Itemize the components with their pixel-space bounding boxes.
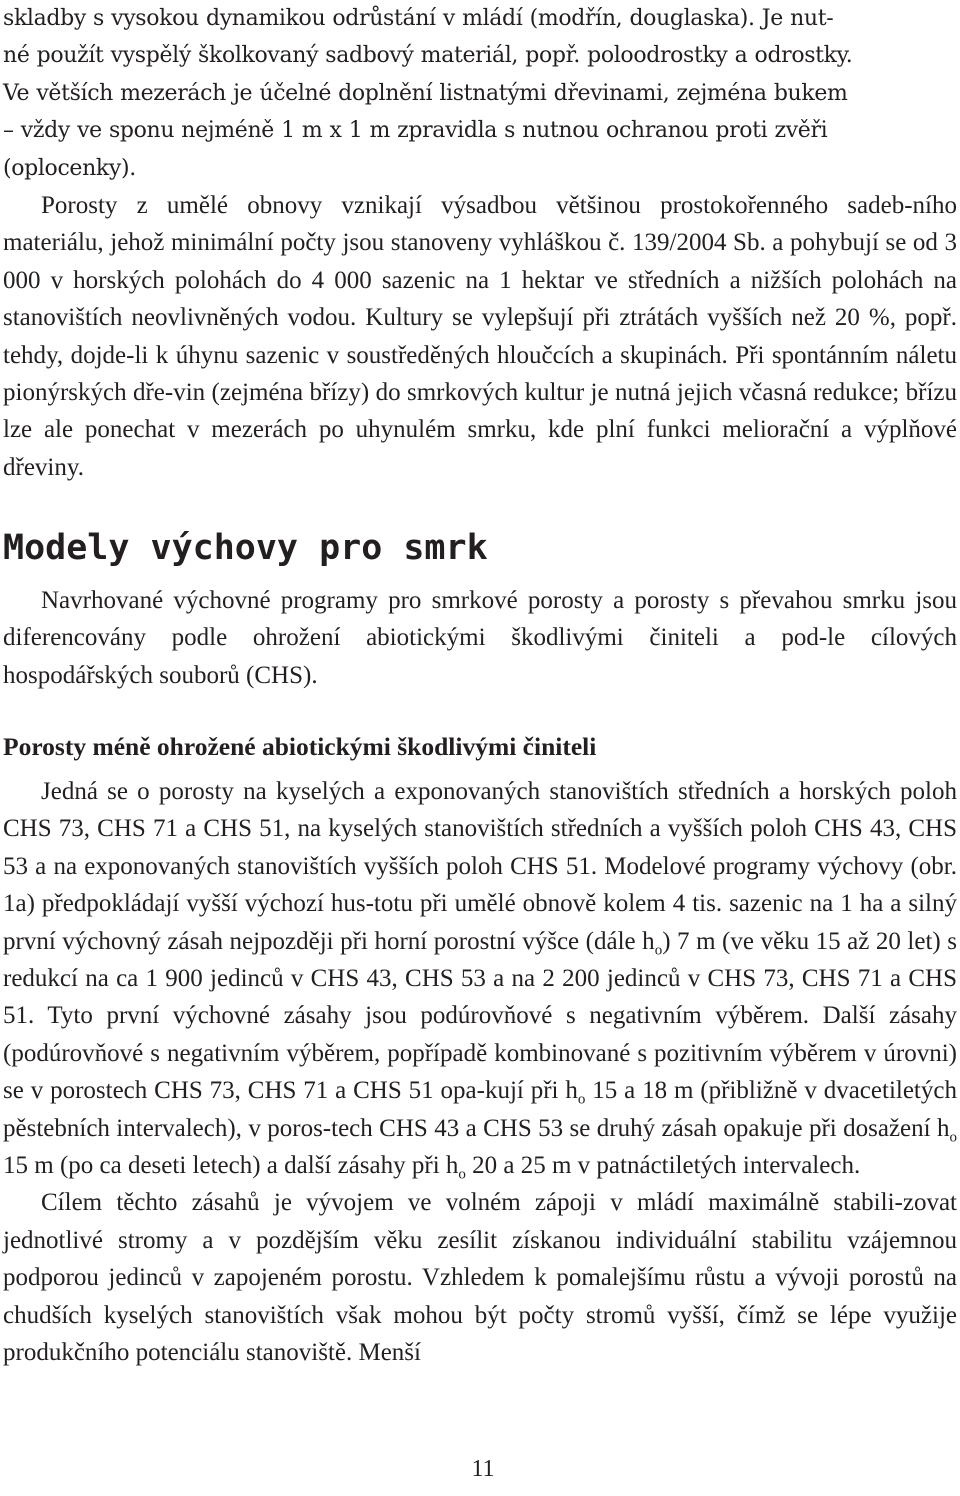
subscript: o [949, 1128, 957, 1145]
section-heading: Modely výchovy pro smrk [3, 528, 488, 568]
intro-paragraph: Navrhované výchovné programy pro smrkové porosty a porosty s převahou smrku jsou diferencovány podle ohrožení abiotickými škodlivými činiteli a pod-le cílových hospodářských souborů (CHS). [3, 587, 957, 689]
subsection-body [3, 773, 957, 1372]
text-line: (oplocenky). [3, 155, 136, 181]
subscript: o [458, 1166, 466, 1183]
paragraph-part: Jedná se o porosty na kyselých a exponovaných stanovištích středních a horských poloh CHS 73, CHS 71 a CHS 51, na kyselých stanovištích středních a vyšších poloh CHS 43, CHS 53 a na exponovaných stanovištích vyšších poloh CHS 51. Modelové programy výchovy (obr. 1a) předpokládají vyšší výchozí hus-totu při umělé obnově kolem 4 tis. sazenic na 1 ha a silný první výchovný zásah nejpozději při horní porostní výšce (dále h [3, 778, 957, 955]
text-line: Ve větších mezerách je účelné doplnění listnatými dřevinami, zejména bukem [3, 80, 848, 106]
text-line: né použít vyspělý školkovaný sadbový materiál, popř. poloodrostky a odrostky. [3, 43, 853, 69]
top-text-block [3, 0, 957, 486]
text-line: skladby s vysokou dynamikou odrůstání v mládí (modřín, douglaska). Je nut- [3, 6, 834, 31]
paragraph-part: ) 7 m (ve věku 15 až 20 let) s redukcí na ca 1 900 jedinců v CHS 43, CHS 53 a na 2 200 jedinců v CHS 73, CHS 71 a CHS 51. Tyto první výchovné zásahy jsou podúrovňové s negativním výběrem. Další zásahy (podúrovňové s negativním výběrem, popřípadě kombinované s pozitivním výběrem v úrovni) se v porostech CHS 73, CHS 71 a CHS 51 opa-kují při h [3, 927, 957, 1105]
subscript: o [654, 941, 663, 958]
paragraph-artificial-regeneration [3, 187, 957, 486]
paragraph-part: 15 a 18 m (přibližně v dvacetiletých pěstebních intervalech), v poros-tech CHS 43 a CHS 53 se druhý zásah opakuje při dosažení h [3, 1077, 957, 1142]
paragraph-goal: Cílem těchto zásahů je vývojem ve volném zápoji v mládí maximálně stabili-zovat jednotlivé stromy a v pozdějším věku zesílit získanou individuální stabilitu vzájemnou podporou jedinců v zapojeném porostu. Vzhledem k pomalejšímu růstu a vývoji porostů na chudších kyselých stanovištích však mohou být počty stromů vyšší, čímž se lépe využije produkčního potenciálu stanoviště. Menší [3, 1189, 957, 1367]
paragraph-part: 20 a 25 m v patnáctiletých intervalech. [465, 1152, 861, 1180]
paragraph-part: Porosty z umělé obnovy vznikají výsadbou většinou prostokořenného sadeb-ního materiálu, jehož minimální počty jsou stanoveny vyhláškou č. 139/2004 Sb. a pohybují se od 3 000 v horských polohách do 4 000 sazenic na 1 hektar ve středních a nižších polohách na stanovištích neovlivněných vodou. Kultury se vylepšují při ztrátách vyšších než 20 %, popř. tehdy, dojde-li k úhynu sazenic v soustředěných hloučcích a skupinách. [3, 192, 957, 369]
page-number: 11 [471, 1456, 495, 1482]
paragraph-mixed-species [3, 0, 957, 187]
intro-block [3, 582, 957, 694]
subscript: o [577, 1091, 586, 1108]
paragraph-part: Při spontánním náletu pionýrských dře-vin (zejména břízy) do smrkových kultur je nutná jejich včasná redukce; břízu lze ale ponechat v mezerách po uhynulém smrku, kde plní funkci meliorační a výplňové dřeviny. [3, 341, 958, 481]
subsection-heading: Porosty méně ohrožené abiotickými škodlivými činiteli [3, 732, 597, 761]
text-line: – vždy ve sponu nejméně 1 m x 1 m zpravidla s nutnou ochranou proti zvěři [3, 118, 828, 144]
paragraph-less-threatened [3, 773, 957, 1184]
paragraph-part: 15 m (po ca deseti letech) a další zásahy při h [3, 1152, 459, 1180]
